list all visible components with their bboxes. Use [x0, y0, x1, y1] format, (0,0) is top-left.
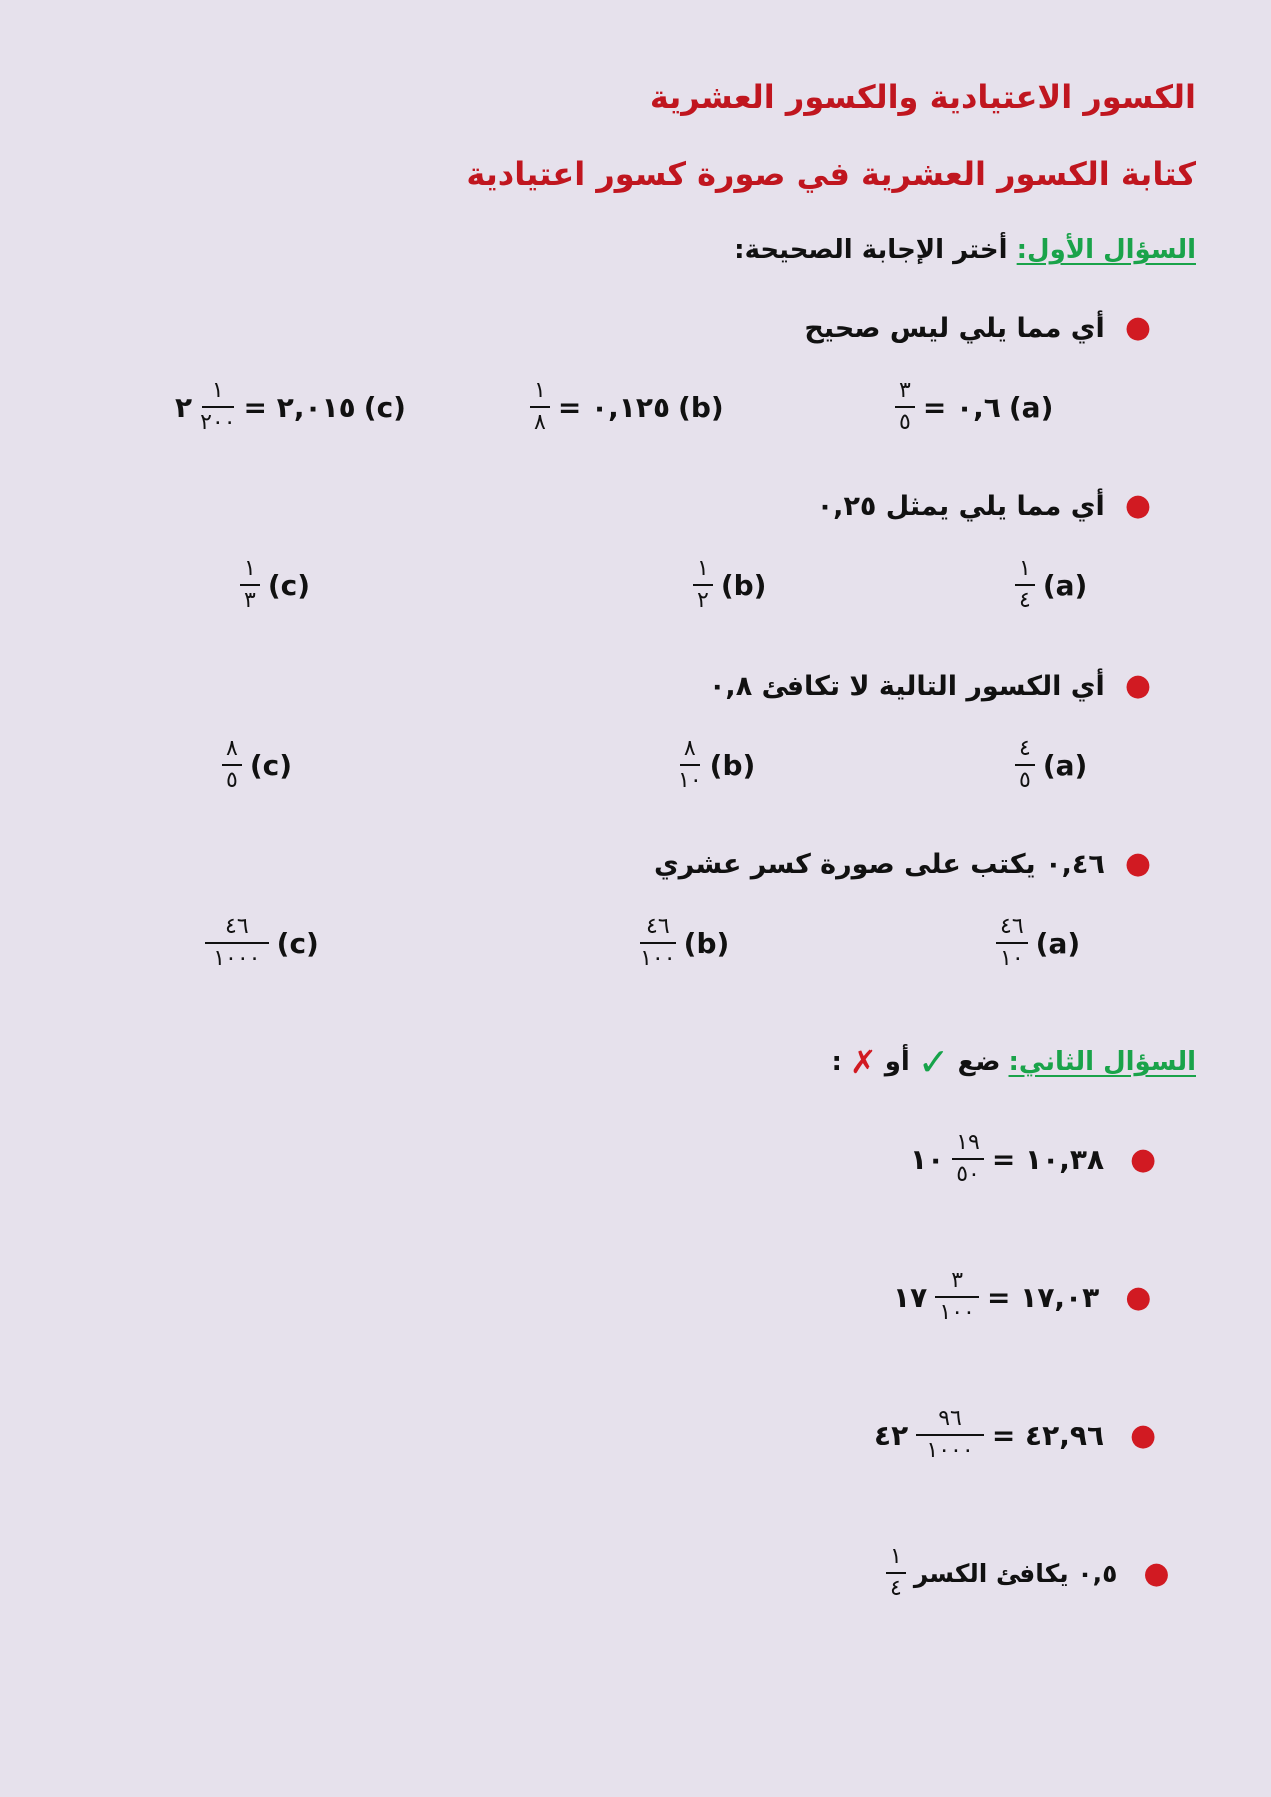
option-letter: (a) — [1042, 748, 1088, 782]
fraction: $\frac{١}{٨}$ — [530, 380, 550, 434]
mixed-whole: ١٧ — [893, 1280, 928, 1314]
fraction: $\frac{٤٦}{١٠٠٠}$ — [205, 916, 269, 970]
question-1-instruction: أختر الإجابة الصحيحة: — [734, 235, 1008, 265]
tf-expression: ٠,٥ يكافئ الكسر — [913, 1558, 1118, 1588]
mcq-3-option-b[interactable] — [678, 738, 755, 792]
mcq-4-text: ٠,٤٦ يكتب على صورة كسر عشري — [653, 849, 1105, 880]
mcq-3-text: أي الكسور التالية لا تكافئ ٠,٨ — [708, 671, 1105, 702]
option-letter: (c) — [267, 568, 311, 602]
option-letter: (b) — [709, 748, 756, 782]
mcq-1-option-b[interactable] — [530, 380, 724, 434]
tf-1[interactable] — [910, 1132, 1156, 1186]
mcq-4-option-c[interactable] — [205, 916, 319, 970]
check-mark-icon: ✓ — [917, 1040, 950, 1084]
mixed-whole: ١٠ — [910, 1142, 945, 1176]
question-1-header — [734, 235, 1196, 265]
mcq-2-question — [817, 488, 1151, 523]
mcq-3-option-c[interactable] — [222, 738, 292, 792]
bullet-icon: ● — [1124, 488, 1151, 523]
option-letter: (c) — [249, 748, 293, 782]
option-expression: ٠,٦ = — [922, 390, 1001, 424]
colon-text: : — [831, 1047, 842, 1077]
option-letter: (b) — [678, 390, 724, 424]
tf-expression: ٤٢,٩٦ = — [991, 1418, 1105, 1452]
bullet-icon: ● — [1124, 846, 1151, 881]
fraction: $\frac{١}{٤}$ — [886, 1546, 906, 1600]
option-letter: (a) — [1035, 926, 1081, 960]
mcq-2-text: أي مما يلي يمثل ٠,٢٥ — [816, 491, 1105, 522]
mcq-3-option-a[interactable] — [1015, 738, 1087, 792]
fraction: $\frac{٤}{٥}$ — [1015, 738, 1035, 792]
option-letter: (a) — [1008, 390, 1054, 424]
fraction: $\frac{١٩}{٥٠}$ — [952, 1132, 984, 1186]
fraction: $\frac{٤٦}{١٠}$ — [996, 916, 1028, 970]
question-2-label: السؤال الثاني: — [1008, 1047, 1196, 1077]
page-title: الكسور الاعتيادية والكسور العشرية — [649, 78, 1196, 116]
or-text: أو — [884, 1047, 910, 1077]
tf-expression: ١٧,٠٣ = — [987, 1280, 1100, 1314]
fraction: $\frac{٤٦}{١٠٠}$ — [640, 914, 676, 971]
fraction: $\frac{١}{٢}$ — [693, 558, 713, 612]
bullet-icon: ● — [1125, 1279, 1152, 1315]
bullet-icon: ● — [1124, 668, 1151, 703]
tf-4[interactable] — [886, 1546, 1170, 1600]
mixed-whole: ٢ — [175, 390, 193, 424]
option-letter: (b) — [683, 926, 730, 960]
mcq-1-option-a[interactable] — [895, 380, 1053, 434]
fraction: $\frac{٣}{٥}$ — [895, 380, 915, 434]
question-1-label: السؤال الأول: — [1016, 235, 1196, 265]
question-2-header — [831, 1040, 1196, 1084]
tf-2[interactable] — [893, 1270, 1151, 1324]
fraction: $\frac{٣}{١٠٠}$ — [935, 1270, 979, 1324]
mcq-2-option-b[interactable] — [693, 558, 766, 612]
option-expression: ٢,٠١٥ = — [243, 390, 356, 424]
fraction: $\frac{٩٦}{١٠٠٠}$ — [916, 1408, 984, 1462]
mixed-whole: ٤٢ — [874, 1418, 909, 1452]
fraction: $\frac{١}{٣}$ — [240, 558, 260, 612]
fraction: $\frac{١}{٤}$ — [1015, 558, 1035, 612]
mcq-2-option-a[interactable] — [1015, 558, 1087, 612]
question-2-instruction: ضع — [957, 1047, 1001, 1077]
option-letter: (b) — [720, 568, 767, 602]
mcq-1-option-c[interactable] — [175, 380, 406, 434]
page-subtitle: كتابة الكسور العشرية في صورة كسور اعتيادية — [466, 155, 1196, 193]
bullet-icon: ● — [1130, 1417, 1157, 1453]
tf-expression: ١٠,٣٨ = — [991, 1142, 1105, 1176]
bullet-icon: ● — [1130, 1141, 1157, 1177]
cross-mark-icon: ✗ — [849, 1043, 877, 1081]
bullet-icon: ● — [1143, 1555, 1170, 1591]
mcq-1-text: أي مما يلي ليس صحيح — [804, 313, 1105, 344]
option-letter: (a) — [1042, 568, 1088, 602]
tf-3[interactable] — [874, 1408, 1156, 1462]
mcq-4-option-b[interactable] — [640, 916, 729, 970]
mcq-4-question — [654, 846, 1151, 881]
option-letter: (c) — [276, 926, 319, 960]
mcq-2-option-c[interactable] — [240, 558, 310, 612]
fraction: $\frac{٨}{٥}$ — [222, 738, 242, 792]
fraction: $\frac{٨}{١٠}$ — [678, 736, 702, 793]
mcq-1-question — [804, 310, 1151, 345]
option-expression: ٠,١٢٥ = — [557, 390, 671, 424]
fraction: $\frac{١}{٢٠٠}$ — [200, 378, 236, 435]
bullet-icon: ● — [1124, 310, 1151, 345]
mcq-4-option-a[interactable] — [996, 916, 1080, 970]
mcq-3-question — [709, 668, 1151, 703]
option-letter: (c) — [363, 390, 406, 424]
